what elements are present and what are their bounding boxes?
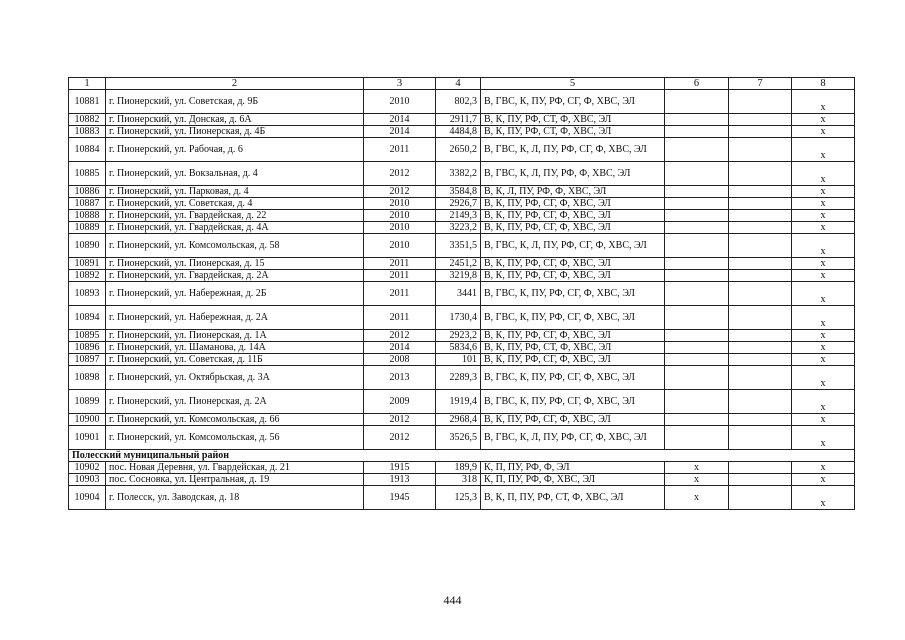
address-cell: г. Пионерский, ул. Гвардейская, д. 22 (106, 210, 364, 222)
building-number: 10896 (69, 342, 106, 354)
col7-cell (729, 486, 792, 510)
building-number: 10881 (69, 90, 106, 114)
address-cell: г. Пионерский, ул. Октябрьская, д. 3А (106, 366, 364, 390)
area-cell: 3382,2 (436, 162, 481, 186)
table-row (69, 366, 855, 390)
table-row (69, 474, 855, 486)
col7-cell (729, 342, 792, 354)
table-row (69, 354, 855, 366)
col6-cell (665, 258, 729, 270)
building-number: 10887 (69, 198, 106, 210)
area-cell: 2911,7 (436, 114, 481, 126)
table-row (69, 462, 855, 474)
year-cell: 2010 (364, 222, 436, 234)
table-row (69, 234, 855, 258)
col8-cell: x (792, 342, 855, 354)
col7-cell (729, 162, 792, 186)
building-number: 10899 (69, 390, 106, 414)
works-cell: В, К, ПУ, РФ, СТ, Ф, ХВС, ЭЛ (481, 114, 665, 126)
table-row (69, 138, 855, 162)
col6-cell (665, 186, 729, 198)
register-table (68, 77, 855, 510)
table-row (69, 186, 855, 198)
building-number: 10893 (69, 282, 106, 306)
year-cell: 2014 (364, 342, 436, 354)
works-cell: В, ГВС, К, Л, ПУ, РФ, СГ, Ф, ХВС, ЭЛ (481, 426, 665, 450)
works-cell: В, ГВС, К, ПУ, РФ, СГ, Ф, ХВС, ЭЛ (481, 306, 665, 330)
table-row (69, 126, 855, 138)
col6-cell (665, 210, 729, 222)
building-number: 10902 (69, 462, 106, 474)
col8-cell: x (792, 330, 855, 342)
area-cell: 3351,5 (436, 234, 481, 258)
col8-cell: x (792, 462, 855, 474)
address-cell: г. Пионерский, ул. Комсомольская, д. 56 (106, 426, 364, 450)
year-cell: 2008 (364, 354, 436, 366)
col7-cell (729, 474, 792, 486)
col6-cell (665, 354, 729, 366)
area-cell: 2149,3 (436, 210, 481, 222)
col6-cell: x (665, 462, 729, 474)
col6-cell (665, 162, 729, 186)
col8-cell: x (792, 270, 855, 282)
table-row (69, 330, 855, 342)
col8-cell: x (792, 390, 855, 414)
area-cell: 3526,5 (436, 426, 481, 450)
col6-cell: x (665, 486, 729, 510)
col7-cell (729, 414, 792, 426)
works-cell: В, К, ПУ, РФ, СТ, Ф, ХВС, ЭЛ (481, 342, 665, 354)
column-header: 5 (481, 78, 665, 90)
address-cell: г. Пионерский, ул. Комсомольская, д. 58 (106, 234, 364, 258)
col8-cell: x (792, 414, 855, 426)
col7-cell (729, 354, 792, 366)
address-cell: г. Пионерский, ул. Советская, д. 4 (106, 198, 364, 210)
building-number: 10900 (69, 414, 106, 426)
column-header: 7 (729, 78, 792, 90)
area-cell: 2289,3 (436, 366, 481, 390)
col8-cell: x (792, 90, 855, 114)
table-row (69, 198, 855, 210)
works-cell: В, К, ПУ, РФ, СГ, Ф, ХВС, ЭЛ (481, 258, 665, 270)
col6-cell (665, 198, 729, 210)
works-cell: В, ГВС, К, Л, ПУ, РФ, СГ, Ф, ХВС, ЭЛ (481, 138, 665, 162)
col7-cell (729, 90, 792, 114)
building-number: 10882 (69, 114, 106, 126)
col7-cell (729, 258, 792, 270)
address-cell: г. Пионерский, ул. Советская, д. 9Б (106, 90, 364, 114)
col7-cell (729, 390, 792, 414)
address-cell: г. Пионерский, ул. Гвардейская, д. 2А (106, 270, 364, 282)
col7-cell (729, 366, 792, 390)
address-cell: г. Пионерский, ул. Комсомольская, д. 66 (106, 414, 364, 426)
works-cell: В, К, ПУ, РФ, СГ, Ф, ХВС, ЭЛ (481, 354, 665, 366)
column-header: 4 (436, 78, 481, 90)
area-cell: 2923,2 (436, 330, 481, 342)
col6-cell (665, 234, 729, 258)
col8-cell: x (792, 366, 855, 390)
table-row (69, 282, 855, 306)
column-header: 8 (792, 78, 855, 90)
building-number: 10889 (69, 222, 106, 234)
works-cell: В, К, ПУ, РФ, СГ, Ф, ХВС, ЭЛ (481, 330, 665, 342)
works-cell: В, К, Л, ПУ, РФ, Ф, ХВС, ЭЛ (481, 186, 665, 198)
year-cell: 2014 (364, 126, 436, 138)
building-number: 10904 (69, 486, 106, 510)
table-row (69, 222, 855, 234)
building-number: 10885 (69, 162, 106, 186)
table-row (69, 210, 855, 222)
col7-cell (729, 210, 792, 222)
address-cell: г. Пионерский, ул. Советская, д. 11Б (106, 354, 364, 366)
area-cell: 101 (436, 354, 481, 366)
col8-cell: x (792, 282, 855, 306)
column-header: 3 (364, 78, 436, 90)
works-cell: В, К, ПУ, РФ, СГ, Ф, ХВС, ЭЛ (481, 414, 665, 426)
col7-cell (729, 186, 792, 198)
works-cell: К, П, ПУ, РФ, Ф, ЭЛ (481, 462, 665, 474)
col7-cell (729, 138, 792, 162)
col8-cell: x (792, 114, 855, 126)
table-row (69, 342, 855, 354)
year-cell: 2011 (364, 138, 436, 162)
table-row (69, 114, 855, 126)
year-cell: 2011 (364, 306, 436, 330)
col8-cell: x (792, 474, 855, 486)
col6-cell (665, 390, 729, 414)
address-cell: г. Пионерский, ул. Шаманова, д. 14А (106, 342, 364, 354)
col8-cell: x (792, 162, 855, 186)
column-header: 6 (665, 78, 729, 90)
col6-cell (665, 342, 729, 354)
col8-cell: x (792, 126, 855, 138)
building-number: 10894 (69, 306, 106, 330)
col6-cell (665, 414, 729, 426)
building-number: 10884 (69, 138, 106, 162)
address-cell: г. Пионерский, ул. Пионерская, д. 4Б (106, 126, 364, 138)
area-cell: 318 (436, 474, 481, 486)
works-cell: В, ГВС, К, ПУ, РФ, СГ, Ф, ХВС, ЭЛ (481, 390, 665, 414)
address-cell: г. Пионерский, ул. Пионерская, д. 2А (106, 390, 364, 414)
address-cell: пос. Новая Деревня, ул. Гвардейская, д. 21 (106, 462, 364, 474)
area-cell: 3219,8 (436, 270, 481, 282)
col6-cell (665, 90, 729, 114)
col6-cell (665, 270, 729, 282)
year-cell: 2013 (364, 366, 436, 390)
works-cell: В, ГВС, К, Л, ПУ, РФ, Ф, ХВС, ЭЛ (481, 162, 665, 186)
col7-cell (729, 426, 792, 450)
year-cell: 2011 (364, 270, 436, 282)
column-header: 1 (69, 78, 106, 90)
area-cell: 2926,7 (436, 198, 481, 210)
table-row (69, 390, 855, 414)
col8-cell: x (792, 306, 855, 330)
col6-cell (665, 282, 729, 306)
col8-cell: x (792, 198, 855, 210)
area-cell: 5834,6 (436, 342, 481, 354)
col8-cell: x (792, 486, 855, 510)
column-header: 2 (106, 78, 364, 90)
col7-cell (729, 198, 792, 210)
address-cell: г. Пионерский, ул. Донская, д. 6А (106, 114, 364, 126)
col8-cell: x (792, 426, 855, 450)
area-cell: 802,3 (436, 90, 481, 114)
building-number: 10888 (69, 210, 106, 222)
col7-cell (729, 114, 792, 126)
table-row (69, 270, 855, 282)
address-cell: г. Пионерский, ул. Набережная, д. 2Б (106, 282, 364, 306)
area-cell: 1919,4 (436, 390, 481, 414)
section-label: Полесский муниципальный район (69, 450, 855, 462)
works-cell: В, ГВС, К, ПУ, РФ, СГ, Ф, ХВС, ЭЛ (481, 282, 665, 306)
building-number: 10895 (69, 330, 106, 342)
area-cell: 3441 (436, 282, 481, 306)
works-cell: В, К, П, ПУ, РФ, СТ, Ф, ХВС, ЭЛ (481, 486, 665, 510)
year-cell: 1945 (364, 486, 436, 510)
works-cell: В, К, ПУ, РФ, СГ, Ф, ХВС, ЭЛ (481, 198, 665, 210)
col7-cell (729, 234, 792, 258)
table-row (69, 306, 855, 330)
works-cell: К, П, ПУ, РФ, Ф, ХВС, ЭЛ (481, 474, 665, 486)
address-cell: г. Пионерский, ул. Набережная, д. 2А (106, 306, 364, 330)
building-number: 10897 (69, 354, 106, 366)
year-cell: 2010 (364, 234, 436, 258)
building-number: 10903 (69, 474, 106, 486)
col6-cell (665, 114, 729, 126)
address-cell: г. Пионерский, ул. Пионерская, д. 1А (106, 330, 364, 342)
col7-cell (729, 330, 792, 342)
address-cell: пос. Сосновка, ул. Центральная, д. 19 (106, 474, 364, 486)
works-cell: В, К, ПУ, РФ, СГ, Ф, ХВС, ЭЛ (481, 222, 665, 234)
works-cell: В, ГВС, К, ПУ, РФ, СГ, Ф, ХВС, ЭЛ (481, 90, 665, 114)
col6-cell (665, 330, 729, 342)
area-cell: 2650,2 (436, 138, 481, 162)
year-cell: 2012 (364, 162, 436, 186)
building-number: 10886 (69, 186, 106, 198)
area-cell: 1730,4 (436, 306, 481, 330)
col6-cell (665, 306, 729, 330)
col8-cell: x (792, 258, 855, 270)
col7-cell (729, 270, 792, 282)
col6-cell: x (665, 474, 729, 486)
building-number: 10898 (69, 366, 106, 390)
address-cell: г. Пионерский, ул. Вокзальная, д. 4 (106, 162, 364, 186)
works-cell: В, К, ПУ, РФ, СГ, Ф, ХВС, ЭЛ (481, 270, 665, 282)
table-row (69, 258, 855, 270)
building-number: 10883 (69, 126, 106, 138)
works-cell: В, К, ПУ, РФ, СТ, Ф, ХВС, ЭЛ (481, 126, 665, 138)
area-cell: 2968,4 (436, 414, 481, 426)
year-cell: 2010 (364, 90, 436, 114)
area-cell: 4484,8 (436, 126, 481, 138)
address-cell: г. Пионерский, ул. Парковая, д. 4 (106, 186, 364, 198)
area-cell: 2451,2 (436, 258, 481, 270)
col8-cell: x (792, 234, 855, 258)
works-cell: В, ГВС, К, Л, ПУ, РФ, СГ, Ф, ХВС, ЭЛ (481, 234, 665, 258)
building-number: 10901 (69, 426, 106, 450)
year-cell: 2012 (364, 414, 436, 426)
year-cell: 2014 (364, 114, 436, 126)
year-cell: 2009 (364, 390, 436, 414)
table-row (69, 414, 855, 426)
col7-cell (729, 222, 792, 234)
col8-cell: x (792, 138, 855, 162)
year-cell: 2011 (364, 282, 436, 306)
address-cell: г. Пионерский, ул. Рабочая, д. 6 (106, 138, 364, 162)
area-cell: 189,9 (436, 462, 481, 474)
address-cell: г. Пионерский, ул. Пионерская, д. 15 (106, 258, 364, 270)
col6-cell (665, 222, 729, 234)
year-cell: 2010 (364, 198, 436, 210)
col6-cell (665, 126, 729, 138)
col7-cell (729, 126, 792, 138)
works-cell: В, ГВС, К, ПУ, РФ, СГ, Ф, ХВС, ЭЛ (481, 366, 665, 390)
year-cell: 2012 (364, 186, 436, 198)
col7-cell (729, 462, 792, 474)
page-number: 444 (443, 593, 462, 607)
address-cell: г. Пионерский, ул. Гвардейская, д. 4А (106, 222, 364, 234)
building-number: 10890 (69, 234, 106, 258)
section-header-row (69, 450, 855, 462)
col6-cell (665, 426, 729, 450)
table-row (69, 90, 855, 114)
table-row (69, 162, 855, 186)
building-number: 10891 (69, 258, 106, 270)
area-cell: 3223,2 (436, 222, 481, 234)
col8-cell: x (792, 222, 855, 234)
col6-cell (665, 366, 729, 390)
col7-cell (729, 282, 792, 306)
address-cell: г. Полесск, ул. Заводская, д. 18 (106, 486, 364, 510)
year-cell: 1915 (364, 462, 436, 474)
column-header-row (69, 78, 855, 90)
area-cell: 125,3 (436, 486, 481, 510)
table-row (69, 486, 855, 510)
col8-cell: x (792, 186, 855, 198)
year-cell: 2012 (364, 426, 436, 450)
area-cell: 3584,8 (436, 186, 481, 198)
works-cell: В, К, ПУ, РФ, СГ, Ф, ХВС, ЭЛ (481, 210, 665, 222)
year-cell: 2012 (364, 330, 436, 342)
year-cell: 2010 (364, 210, 436, 222)
year-cell: 1913 (364, 474, 436, 486)
table-row (69, 426, 855, 450)
col7-cell (729, 306, 792, 330)
col8-cell: x (792, 354, 855, 366)
col6-cell (665, 138, 729, 162)
year-cell: 2011 (364, 258, 436, 270)
building-number: 10892 (69, 270, 106, 282)
col8-cell: x (792, 210, 855, 222)
